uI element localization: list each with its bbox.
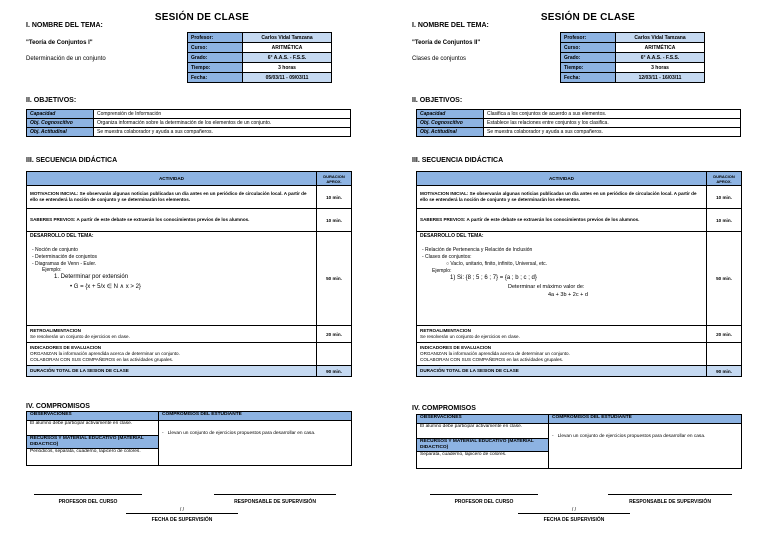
- observations-text: El alumno debe participar activamente en clase.: [417, 424, 549, 439]
- indicators-cell: [417, 343, 707, 366]
- signature-line-supervisor: [608, 494, 732, 495]
- observations-header: OBSERVACIONES: [417, 415, 549, 424]
- section-heading-objectives: II. OBJETIVOS:: [26, 97, 77, 104]
- theme-name: "Teoría de Conjuntos I": [26, 40, 93, 46]
- info-label: Grado:: [561, 53, 616, 63]
- info-label: Curso:: [188, 43, 243, 53]
- development-line: Ejemplo:: [432, 268, 452, 274]
- theme-name: "Teoría de Conjuntos II": [412, 40, 481, 46]
- commitment-text: Llevan un conjunto de ejercicios propuestos para desarrollar en casa.: [167, 431, 316, 436]
- info-label: Fecha:: [188, 73, 243, 83]
- info-table: [187, 32, 332, 83]
- objective-value: Se muestra colaborador y ayuda a sus compañeros.: [484, 128, 741, 137]
- development-line: Ejemplo:: [42, 267, 62, 273]
- indicators-title: INDICADORES DE EVALUACION: [420, 345, 492, 350]
- info-label: Grado:: [188, 53, 243, 63]
- activities-table: [26, 171, 352, 377]
- info-value: 6° A.A.S. - F.S.S.: [616, 53, 705, 63]
- section-heading-commitments: IV. COMPROMISOS: [26, 403, 90, 410]
- feedback-cell: [417, 326, 707, 343]
- resources-header: RECURSOS Y MATERIAL EDUCATIVO (MATERIAL DIDACTICO): [27, 436, 159, 449]
- info-label: Profesor:: [188, 33, 243, 43]
- motivation-duration: 10 min.: [707, 186, 742, 209]
- objectives-table: [26, 109, 351, 137]
- activity-header: ACTIVIDAD: [27, 172, 317, 186]
- objective-label: Obj. Actitudinal: [417, 128, 484, 137]
- commitment-text: Llevan un conjunto de ejercicios propuestos para desarrollar en casa.: [557, 434, 706, 439]
- development-line: - Diagramas de Venn - Euler.: [32, 261, 97, 267]
- commitments-header: COMPROMISOS DEL ESTUDIANTE: [549, 415, 742, 424]
- prior-knowledge-duration: 10 min.: [707, 209, 742, 232]
- section-heading-sequence: III. SECUENCIA DIDÁCTICA: [412, 157, 504, 164]
- motivation-text: MOTIVACION INICIAL: Se observarán algunas noticias publicadas un día antes en un periódico de circulación local. A partir de ello se entenderá la noción de conjunto y se determinarán los elementos.: [27, 186, 317, 209]
- prior-knowledge-text: SABERES PREVIOS: A partir de este debate se extraerán los conocimientos previos de los alumnos.: [417, 209, 707, 232]
- observations-header: OBSERVACIONES: [27, 412, 159, 421]
- development-title: DESARROLLO DEL TEMA:: [30, 233, 94, 239]
- duration-header: DURACION APROX.: [707, 172, 742, 186]
- page-title: SESIÓN DE CLASE: [540, 12, 636, 23]
- total-duration-label: DURACIÓN TOTAL DE LA SESION DE CLASE: [27, 366, 317, 377]
- resources-text: Separata, cuaderno, lapicero de colores.: [417, 452, 549, 469]
- theme-subtitle: Determinación de un conjunto: [26, 56, 106, 62]
- feedback-cell: [27, 326, 317, 343]
- motivation-duration: 10 min.: [317, 186, 352, 209]
- info-label: Tiempo:: [561, 63, 616, 73]
- motivation-text: MOTIVACION INICIAL: Se observarán algunas noticias publicadas un día antes en un periódico de circulación local. A partir de ello se entenderá la noción de conjunto y se determinarán los elementos.: [417, 186, 707, 209]
- development-line: - Relación de Pertenencia y Relación de Inclusión: [422, 247, 533, 253]
- development-line: 4a + 3b + 2c + d: [548, 292, 588, 298]
- development-line: 1) Si: {8 ; 5 ; 6 ; 7} = {a ; b ; c ; d}: [450, 275, 537, 281]
- development-line: • G = {x + 5/x ∈ N ∧ x > 2}: [70, 284, 141, 290]
- activity-header: ACTIVIDAD: [417, 172, 707, 186]
- signature-teacher: PROFESOR DEL CURSO: [454, 499, 514, 505]
- session-page-2: [412, 0, 764, 543]
- development-duration: 50 min.: [707, 232, 742, 326]
- prior-knowledge-text: SABERES PREVIOS: A partir de este debate se extraerán los conocimientos previos de los alumnos.: [27, 209, 317, 232]
- supervision-date-slots: / /: [571, 507, 577, 513]
- commitment-cell: - Llevan un conjunto de ejercicios propuestos para desarrollar en casa.: [159, 421, 352, 466]
- info-value: Carlos Vidal Tamzana: [616, 33, 705, 43]
- info-value: ARITMÉTICA: [243, 43, 332, 53]
- observations-text: El alumno debe participar activamente en clase.: [27, 421, 159, 436]
- theme-subtitle: Clases de conjuntos: [412, 56, 467, 62]
- objective-value: Se muestra colaborador y ayuda a sus compañeros.: [94, 128, 351, 137]
- supervision-date: FECHA DE SUPERVISIÓN: [151, 517, 213, 523]
- development-line: ○ Vacío, unitario, finito, infinito, Universal, etc.: [446, 261, 548, 267]
- info-label: Curso:: [561, 43, 616, 53]
- section-heading-topic: I. NOMBRE DEL TEMA:: [26, 22, 103, 29]
- development-line: - Clases de conjuntos:: [422, 254, 472, 260]
- indicators-line: ORGANIZAN la información aprendida acerca de determinar un conjunto.: [30, 351, 180, 356]
- feedback-text: Se resolverán un conjunto de ejercicios en clase.: [420, 334, 520, 339]
- total-duration-label: DURACIÓN TOTAL DE LA SESION DE CLASE: [417, 366, 707, 377]
- feedback-title: RETROALIMENTACION: [420, 328, 471, 333]
- feedback-duration: 20 min.: [317, 326, 352, 343]
- commitments-table: [26, 411, 352, 466]
- commitments-table: [416, 414, 742, 469]
- section-heading-topic: I. NOMBRE DEL TEMA:: [412, 22, 489, 29]
- objective-label: Capacidad: [417, 110, 484, 119]
- info-table: [560, 32, 705, 83]
- objectives-table: [416, 109, 741, 137]
- feedback-text: Se resolverán un conjunto de ejercicios en clase.: [30, 334, 130, 339]
- indicators-line: COLABORAN CON SUS COMPAÑEROS en las actividades grupales.: [420, 357, 564, 362]
- page-title: SESIÓN DE CLASE: [154, 12, 250, 23]
- info-value: ARITMÉTICA: [616, 43, 705, 53]
- objective-value: Organiza información sobre la determinación de los elementos de un conjunto.: [94, 119, 351, 128]
- signature-line-date: [518, 513, 630, 514]
- development-title: DESARROLLO DEL TEMA:: [420, 233, 484, 239]
- resources-header: RECURSOS Y MATERIAL EDUCATIVO (MATERIAL DIDACTICO): [417, 439, 549, 452]
- objective-label: Obj. Cognoscitivo: [417, 119, 484, 128]
- indicators-line: ORGANIZAN la información aprendida acerca de determinar un conjunto.: [420, 351, 570, 356]
- feedback-title: RETROALIMENTACION: [30, 328, 81, 333]
- info-value: 12/03/11 - 16/03/11: [616, 73, 705, 83]
- objective-label: Obj. Cognoscitivo: [27, 119, 94, 128]
- feedback-duration: 20 min.: [707, 326, 742, 343]
- prior-knowledge-duration: 10 min.: [317, 209, 352, 232]
- indicators-line: COLABORAN CON SUS COMPAÑEROS en las actividades grupales.: [30, 357, 174, 362]
- objective-value: Clasifica a los conjuntos de acuerdo a sus elementos.: [484, 110, 741, 119]
- signature-supervisor: RESPONSABLE DE SUPERVISIÓN: [629, 499, 711, 505]
- info-value: 3 horas: [243, 63, 332, 73]
- info-value: 05/03/11 - 09/03/11: [243, 73, 332, 83]
- development-line: - Determinación de conjuntos: [32, 254, 98, 260]
- supervision-date: FECHA DE SUPERVISIÓN: [543, 517, 605, 523]
- duration-header: DURACION APROX.: [317, 172, 352, 186]
- resources-text: Periódicos, separata, cuaderno, lapicero de colores.: [27, 449, 159, 466]
- development-cell: [417, 232, 707, 326]
- info-label: Profesor:: [561, 33, 616, 43]
- objective-value: Comprensión de Información: [94, 110, 351, 119]
- session-page-1: [26, 0, 378, 543]
- info-value: Carlos Vidal Tamzana: [243, 33, 332, 43]
- signature-line-teacher: [430, 494, 538, 495]
- development-duration: 50 min.: [317, 232, 352, 326]
- development-line: 1. Determinar por extensión: [54, 274, 129, 280]
- indicators-cell: [27, 343, 317, 366]
- signature-line-supervisor: [214, 494, 336, 495]
- total-duration: 90 min.: [707, 366, 742, 377]
- indicators-title: INDICADORES DE EVALUACION: [30, 345, 102, 350]
- objective-label: Obj. Actitudinal: [27, 128, 94, 137]
- activities-table: [416, 171, 742, 377]
- info-label: Tiempo:: [188, 63, 243, 73]
- development-line: Determinar el máximo valor de:: [508, 284, 585, 290]
- info-value: 3 horas: [616, 63, 705, 73]
- development-line: - Noción de conjunto: [32, 247, 78, 253]
- info-value: 6° A.A.S. - F.S.S.: [243, 53, 332, 63]
- signature-line-date: [126, 513, 238, 514]
- commitments-header: COMPROMISOS DEL ESTUDIANTE: [159, 412, 352, 421]
- signature-teacher: PROFESOR DEL CURSO: [58, 499, 118, 505]
- signature-line-teacher: [34, 494, 142, 495]
- objective-label: Capacidad: [27, 110, 94, 119]
- supervision-date-slots: / /: [179, 507, 185, 513]
- section-heading-sequence: III. SECUENCIA DIDÁCTICA: [26, 157, 118, 164]
- signature-supervisor: RESPONSABLE DE SUPERVISIÓN: [234, 499, 316, 505]
- total-duration: 90 min.: [317, 366, 352, 377]
- development-cell: [27, 232, 317, 326]
- info-label: Fecha:: [561, 73, 616, 83]
- section-heading-objectives: II. OBJETIVOS:: [412, 97, 463, 104]
- commitment-cell: - Llevan un conjunto de ejercicios propuestos para desarrollar en casa.: [549, 424, 742, 469]
- objective-value: Establece las relaciones entre conjuntos y los clasifica.: [484, 119, 741, 128]
- section-heading-commitments: IV. COMPROMISOS: [412, 405, 476, 412]
